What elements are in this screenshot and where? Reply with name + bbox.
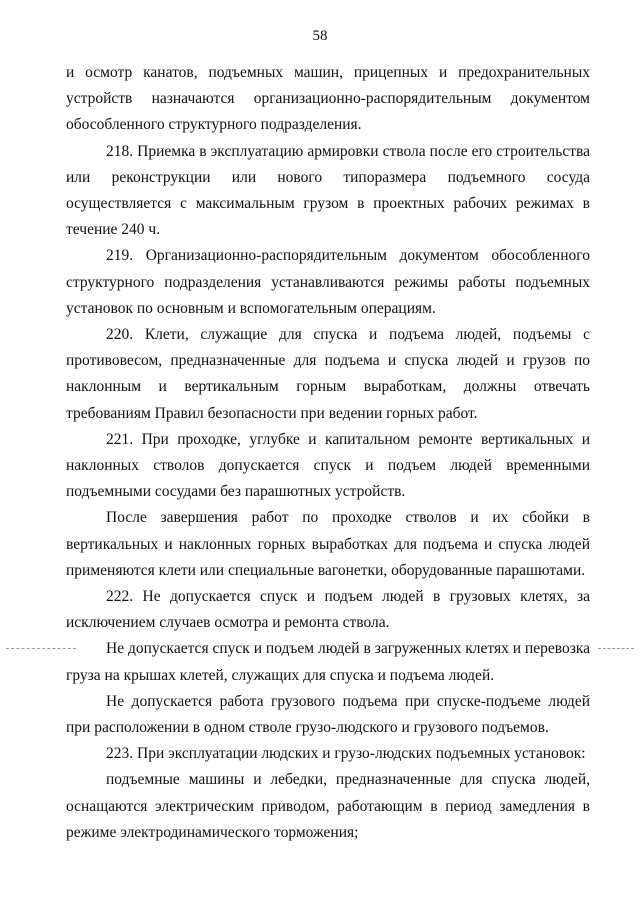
paragraph-220: 220. Клети, служащие для спуска и подъема людей, подъемы с противовесом, предназначенные для подъема и спуска людей и грузов по наклонным и вертикальным горным выработкам, должны отвечать требованиям Правил безопасности при ведении горных работ. bbox=[66, 326, 590, 422]
paragraph-222-part-3: Не допускается работа грузового подъема при спуске-подъеме людей при расположении в одном стволе грузо-людского и грузового подъемов. bbox=[66, 692, 590, 737]
document-body bbox=[66, 60, 590, 846]
scan-artifact-line-right bbox=[598, 648, 634, 650]
paragraph-222: 222. Не допускается спуск и подъем людей в грузовых клетях, за исключением случаев осмотра и ремонта ствола. bbox=[66, 588, 590, 632]
paragraph-218: 218. Приемка в эксплуатацию армировки ствола после его строительства или реконструкции или нового типоразмера подъемного сосуда осуществляется с максимальным грузом в проектных рабочих режимах в течение 240 ч. bbox=[66, 142, 590, 239]
paragraph-223-item-1: подъемные машины и лебедки, предназначенные для спуска людей, оснащаются электрическим приводом, работающим в период замедления в режиме электродинамического торможения; bbox=[66, 771, 590, 841]
paragraph-continuation: и осмотр канатов, подъемных машин, прицепных и предохранительных устройств назначаются организационно-распорядительным документом обособленного структурного подразделения. bbox=[66, 64, 590, 134]
paragraph-222-part-2: Не допускается спуск и подъем людей в загруженных клетях и перевозка груза на крышах клетей, служащих для спуска и подъема людей. bbox=[66, 640, 590, 684]
page-number: 58 bbox=[312, 28, 328, 44]
paragraph-223: 223. При эксплуатации людских и грузо-людских подъемных установок: bbox=[106, 745, 586, 763]
paragraph-221-part-2: После завершения работ по проходке стволов и их сбойки в вертикальных и наклонных горных выработках для подъема и спуска людей применяются клети или специальные вагонетки, оборудованные парашютами. bbox=[66, 509, 590, 579]
paragraph-219: 219. Организационно-распорядительным документом обособленного структурного подразделения устанавливаются режимы работы подъемных установок по основным и вспомогательным операциям. bbox=[66, 247, 590, 317]
paragraph-221: 221. При проходке, углубке и капитальном ремонте вертикальных и наклонных стволов допускается спуск и подъем людей временными подъемными сосудами без парашютных устройств. bbox=[66, 430, 590, 501]
scan-artifact-line-left bbox=[6, 648, 76, 650]
